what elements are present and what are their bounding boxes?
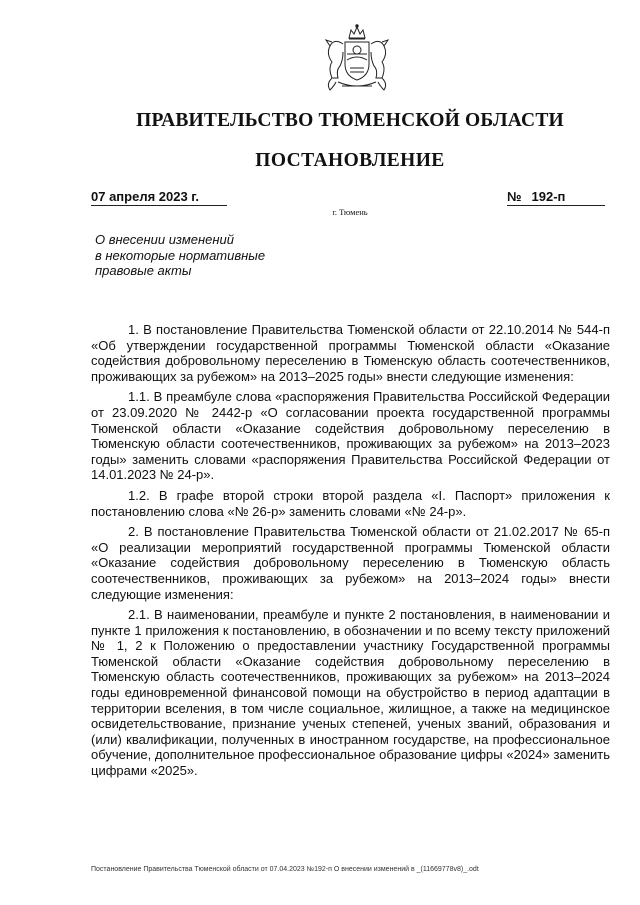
document-footer: Постановление Правительства Тюменской области от 07.04.2023 №192-п О внесении изменений в _(11669778v8)_.odt: [91, 866, 479, 873]
number-sign: №: [507, 189, 522, 204]
paragraph: 2. В постановление Правительства Тюменской области от 21.02.2017 № 65-п «О реализации мероприятий государственной программы Тюменской области «Оказание содействия добровольному переселению в Тюменскую область соотечественников, проживающих за рубежом» на 2013–2024 годы» внести следующие изменения:: [91, 524, 610, 602]
paragraph: 1. В постановление Правительства Тюменской области от 22.10.2014 № 544-п «Об утверждении государственной программы Тюменской области «Оказание содействия добровольному переселению в Тюменскую область соотечественников, проживающих за рубежом» на 2013–2025 годы» внести следующие изменения:: [91, 322, 610, 384]
document-number: 192-п: [531, 189, 566, 204]
document-subject: [95, 232, 315, 279]
document-number-field: [507, 189, 605, 206]
paragraph: 1.2. В графе второй строки второй раздела «I. Паспорт» приложения к постановлению слова «№ 26-р» заменить словами «№ 24-р».: [91, 487, 610, 519]
subject-line: правовые акты: [95, 263, 192, 278]
paragraph: 2.1. В наименовании, преамбуле и пункте 2 постановления, в наименовании и пункте 1 приложения к постановлению, в обозначении и по всему тексту приложений № 1, 2 к Положению о предоставлении участнику Государственной программы Тюменской области «Оказание содействия добровольному переселению в Тюменскую область соотечественников, проживающих за рубежом» на 2013–2024 годы единовременной финансовой помощи на обустройство в период адаптации в территории вселения, в том числе социальное, жилищное, а также на медицинское освидетельствование, признание ученых степеней, ученых званий, образования и (или) квалификации, полученных в иностранном государстве, на профессиональное обучение, дополнительное профессиональное образование цифры «2024» заменить цифрами «2025».: [91, 607, 610, 779]
government-title: ПРАВИТЕЛЬСТВО ТЮМЕНСКОЙ ОБЛАСТИ: [136, 110, 564, 131]
subject-line: О внесении изменений: [95, 232, 234, 247]
document-body: [91, 322, 610, 784]
coat-of-arms-emblem: [312, 24, 402, 96]
subject-line: в некоторые нормативные: [95, 247, 266, 263]
document-date: 07 апреля 2023 г.: [91, 189, 227, 206]
city-label: г. Тюмень: [332, 207, 368, 217]
paragraph: 1.1. В преамбуле слова «распоряжения Правительства Российской Федерации от 23.09.2020 № 2442-р «О согласовании проекта государственной программы Тюменской области «Оказание содействия добровольному переселению в Тюменскую области соотечественников, проживающих за рубежом» на 2013–2023 годы» заменить словами «распоряжения Правительства Российской Федерации от 14.01.2023 № 24-р».: [91, 389, 610, 483]
document-type-title: ПОСТАНОВЛЕНИЕ: [255, 150, 445, 171]
